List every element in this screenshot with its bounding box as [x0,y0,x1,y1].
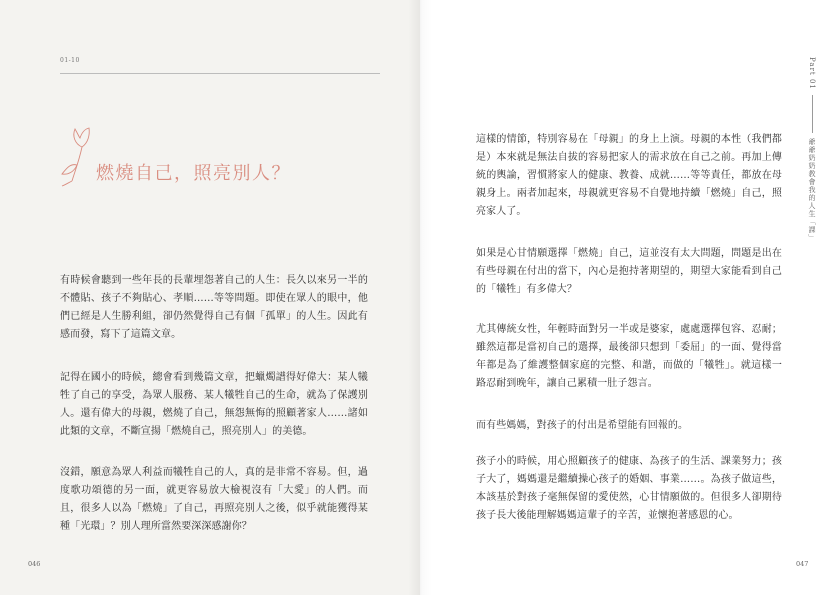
tulip-line-icon [58,125,100,189]
right-paragraph-3: 尤其傳統女性，年輕時面對另一半或是婆家，處處選擇包容、忍耐；雖然這都是當初自己的選擇，最後卻只想到「委屈」的一面、覺得當年都是為了維護整個家庭的完整、和諧，而做的「犧牲」。就這樣一路忍耐到晚年，讓自己累積一肚子怨言。 [476,324,782,389]
running-header [807,57,817,242]
right-paragraph-4: 而有些媽媽，對孩子的付出是希望能有回報的。 [476,420,689,431]
running-header-title: 爺爺奶奶教會我的人生「課」 [808,137,816,242]
book-gutter [408,0,432,595]
running-header-part: Part 01 [808,57,816,90]
left-paragraph-3: 沒錯，願意為眾人利益而犧牲自己的人，真的是非常不容易。但，過度歌功頌德的另一面，就更容易放大檢視沒有「大愛」的人們。而且，很多人以為「燃燒」了自己，再照亮別人之後，似乎就能獲得某種「光環」？別人理所當然要深深感謝你？ [60,467,368,532]
running-header-divider [812,95,813,133]
right-paragraph-1: 這樣的情節，特別容易在「母親」的身上上演。母親的本性（我們都是）本來就是無法自拔的容易把家人的需求放在自己之前。再加上傳統的輿論，習慣將家人的健康、教養、成就……等等責任，都放在母親身上。兩者加起來，母親就更容易不自覺地持續「燃燒」自己，照亮家人了。 [476,134,782,217]
right-paragraph-5: 孩子小的時候，用心照顧孩子的健康、為孩子的生活、課業努力；孩子大了，媽媽還是繼續操心孩子的婚姻、事業……。為孩子做這些，本該基於對孩子毫無保留的愛使然，心甘情願做的。但很多人卻期待孩子長大後能理解媽媽這輩子的辛苦，並懷抱著感恩的心。 [476,456,782,521]
right-paragraph-2: 如果是心甘情願選擇「燃燒」自己，這並沒有太大問題，問題是出在有些母親在付出的當下，內心是抱持著期望的，期望大家能看到自己的「犧牲」有多偉大？ [476,248,782,295]
chapter-code: 01-10 [60,57,80,64]
chapter-title: 燃燒自己，照亮別人？ [96,163,291,184]
left-paragraph-2: 記得在國小的時候，總會看到幾篇文章，把蠟燭譜得好偉大：某人犧牲了自己的享受，為眾人服務、某人犧牲自己的生命，就為了保護別人。還有偉大的母親，燃燒了自己，無怨無悔的照顧著家人……諸如此類的文章，不斷宣揚「燃燒自己，照亮別人」的美德。 [60,372,368,437]
header-rule [60,73,380,74]
right-page-number: 047 [796,560,809,568]
right-page [420,0,839,595]
left-paragraph-1: 有時候會聽到一些年長的長輩埋怨著自己的人生：長久以來另一半的不體貼、孩子不夠貼心、孝順……等等問題。即使在眾人的眼中，他們已經是人生勝利組，卻仍然覺得自己有個「孤單」的人生。因此有感而發，寫下了這篇文章。 [60,275,368,340]
left-page-number: 046 [28,560,41,568]
